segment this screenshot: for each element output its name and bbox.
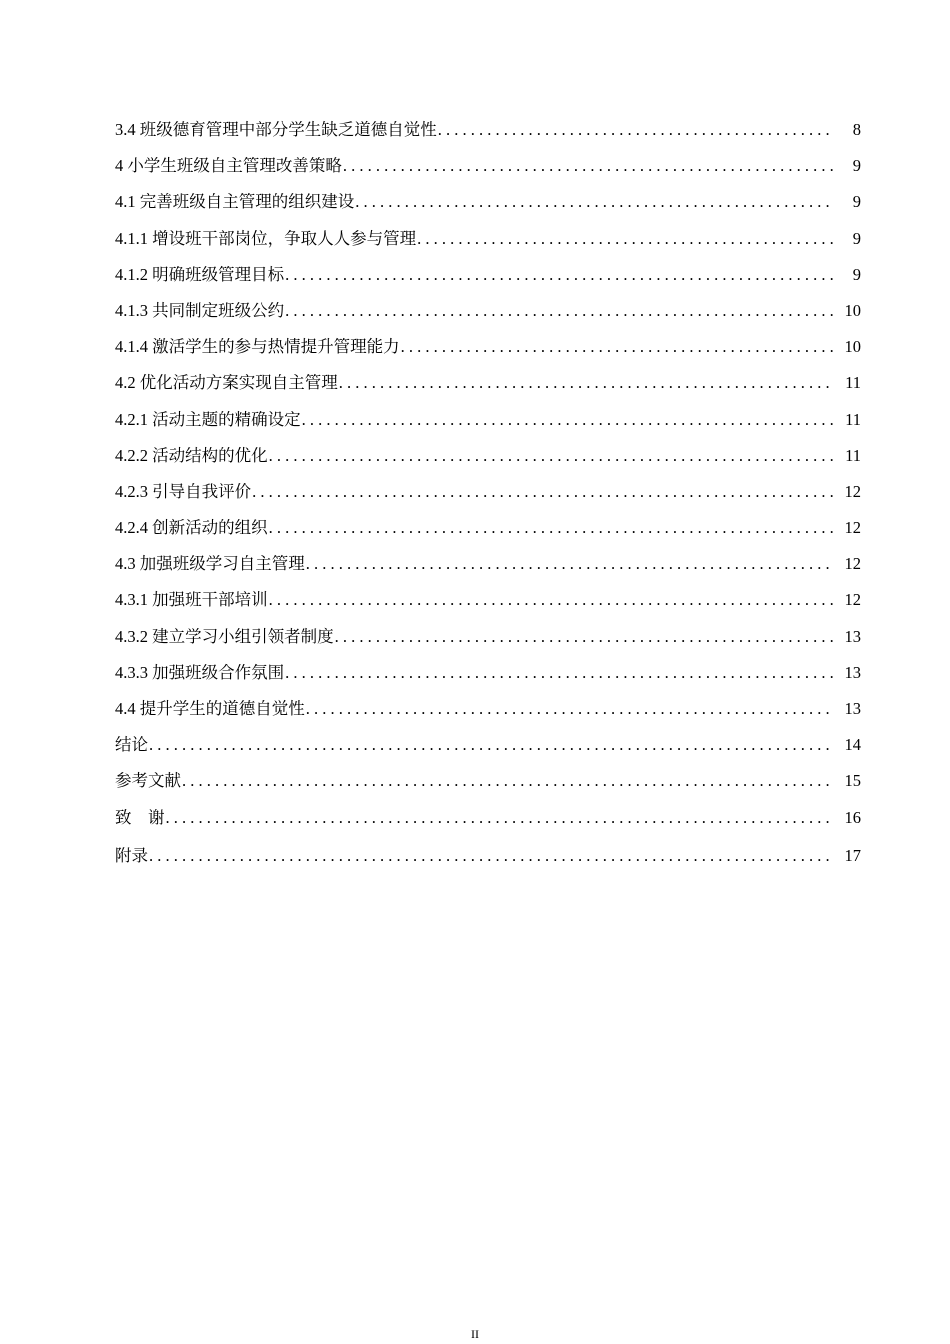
toc-entry[interactable] bbox=[115, 293, 861, 329]
toc-entry-label: 致 谢 bbox=[115, 807, 165, 827]
toc-entry-page: 10 bbox=[844, 337, 861, 357]
toc-entry[interactable] bbox=[115, 438, 861, 474]
toc-entry-page: 12 bbox=[844, 518, 861, 538]
toc-entry[interactable] bbox=[115, 365, 861, 401]
toc-entry-page: 12 bbox=[844, 554, 861, 574]
toc-entry-label: 4.2.4 创新活动的组织 bbox=[115, 518, 268, 538]
toc-entry[interactable] bbox=[115, 546, 861, 582]
toc-entry-label: 4.2.3 引导自我评价 bbox=[115, 481, 252, 501]
toc-leader-dots bbox=[401, 329, 833, 365]
toc-entry-label: 4.3.2 建立学习小组引领者制度 bbox=[115, 626, 334, 646]
toc-entry[interactable] bbox=[115, 257, 861, 293]
toc-entry-page: 10 bbox=[844, 300, 861, 320]
toc-entry-page: 13 bbox=[844, 626, 861, 646]
toc-entry-label: 4.1.4 激活学生的参与热情提升管理能力 bbox=[115, 337, 400, 357]
toc-leader-dots bbox=[269, 438, 833, 474]
toc-entry[interactable] bbox=[115, 510, 861, 546]
toc-entry-page: 13 bbox=[844, 662, 861, 682]
toc-entry-label: 4.1 完善班级自主管理的组织建设 bbox=[115, 192, 355, 212]
toc-entry-label: 4.2 优化活动方案实现自主管理 bbox=[115, 373, 338, 393]
toc-entry[interactable] bbox=[115, 800, 861, 836]
toc-entry-label: 4.1.3 共同制定班级公约 bbox=[115, 300, 285, 320]
toc-entry[interactable] bbox=[115, 329, 861, 365]
toc-leader-dots bbox=[339, 365, 833, 401]
toc-entry-page: 9 bbox=[852, 156, 861, 176]
toc-entry-label: 4.2.1 活动主题的精确设定 bbox=[115, 409, 301, 429]
toc-leader-dots bbox=[269, 510, 833, 546]
toc-entry-page: 12 bbox=[844, 481, 861, 501]
toc-leader-dots bbox=[306, 691, 833, 727]
toc-entry-label: 4.2.2 活动结构的优化 bbox=[115, 445, 268, 465]
toc-leader-dots bbox=[355, 184, 833, 220]
toc-entry[interactable] bbox=[115, 691, 861, 727]
toc-entry[interactable] bbox=[115, 184, 861, 220]
toc-entry-label: 参考文献 bbox=[115, 771, 181, 791]
toc-entry-page: 11 bbox=[845, 373, 861, 393]
toc-entry-label: 4.3 加强班级学习自主管理 bbox=[115, 554, 305, 574]
toc-entry[interactable] bbox=[115, 402, 861, 438]
toc-entry-label: 3.4 班级德育管理中部分学生缺乏道德自觉性 bbox=[115, 120, 437, 139]
toc-entry[interactable] bbox=[115, 763, 861, 799]
toc-entry-page: 17 bbox=[844, 845, 861, 865]
toc-leader-dots bbox=[285, 257, 833, 293]
toc-entry[interactable] bbox=[115, 474, 861, 510]
toc-entry-page: 9 bbox=[852, 264, 861, 284]
toc-leader-dots bbox=[149, 836, 833, 876]
toc-entry-label: 4.3.3 加强班级合作氛围 bbox=[115, 662, 285, 682]
toc-entry-page: 9 bbox=[852, 192, 861, 212]
toc-entry-page: 16 bbox=[844, 807, 861, 827]
toc-entry[interactable] bbox=[115, 148, 861, 184]
toc-entry[interactable] bbox=[115, 582, 861, 618]
toc-entry-label: 4.1.1 增设班干部岗位，争取人人参与管理 bbox=[115, 228, 417, 248]
toc-leader-dots bbox=[343, 148, 833, 184]
toc-entry[interactable] bbox=[115, 619, 861, 655]
toc-leader-dots bbox=[149, 727, 833, 763]
toc-leader-dots bbox=[438, 112, 833, 148]
toc-leader-dots bbox=[285, 293, 833, 329]
toc-entry-page: 11 bbox=[845, 409, 861, 429]
toc-entry-page: 11 bbox=[845, 445, 861, 465]
toc-entry[interactable] bbox=[115, 727, 861, 763]
toc-entry-label: 4.3.1 加强班干部培训 bbox=[115, 590, 268, 610]
toc-leader-dots bbox=[252, 474, 833, 510]
toc-entry-label: 4.4 提升学生的道德自觉性 bbox=[115, 699, 305, 718]
toc-entry-page: 13 bbox=[844, 699, 861, 718]
toc-leader-dots bbox=[306, 546, 833, 582]
toc-entry[interactable] bbox=[115, 221, 861, 257]
toc-entry-label: 4 小学生班级自主管理改善策略 bbox=[115, 156, 342, 176]
toc-entry-page: 12 bbox=[844, 590, 861, 610]
toc-leader-dots bbox=[269, 582, 833, 618]
toc-entry-label: 4.1.2 明确班级管理目标 bbox=[115, 264, 285, 284]
toc-leader-dots bbox=[182, 763, 833, 799]
toc-entry-page: 14 bbox=[844, 735, 861, 755]
toc-entry-label: 附录 bbox=[115, 845, 148, 865]
toc-entry-page: 8 bbox=[852, 120, 861, 139]
toc-leader-dots bbox=[285, 655, 833, 691]
toc-entry-page: 15 bbox=[844, 771, 861, 791]
toc-entry-label: 结论 bbox=[115, 735, 148, 755]
toc-entry[interactable] bbox=[115, 112, 861, 148]
toc-entry[interactable] bbox=[115, 836, 861, 876]
toc-leader-dots bbox=[417, 221, 833, 257]
toc-entry-page: 9 bbox=[852, 228, 861, 248]
toc-leader-dots bbox=[302, 402, 833, 438]
toc-leader-dots bbox=[166, 800, 834, 836]
table-of-contents bbox=[115, 112, 861, 876]
page-number-footer: II bbox=[471, 1327, 479, 1341]
toc-leader-dots bbox=[335, 619, 833, 655]
toc-entry[interactable] bbox=[115, 655, 861, 691]
